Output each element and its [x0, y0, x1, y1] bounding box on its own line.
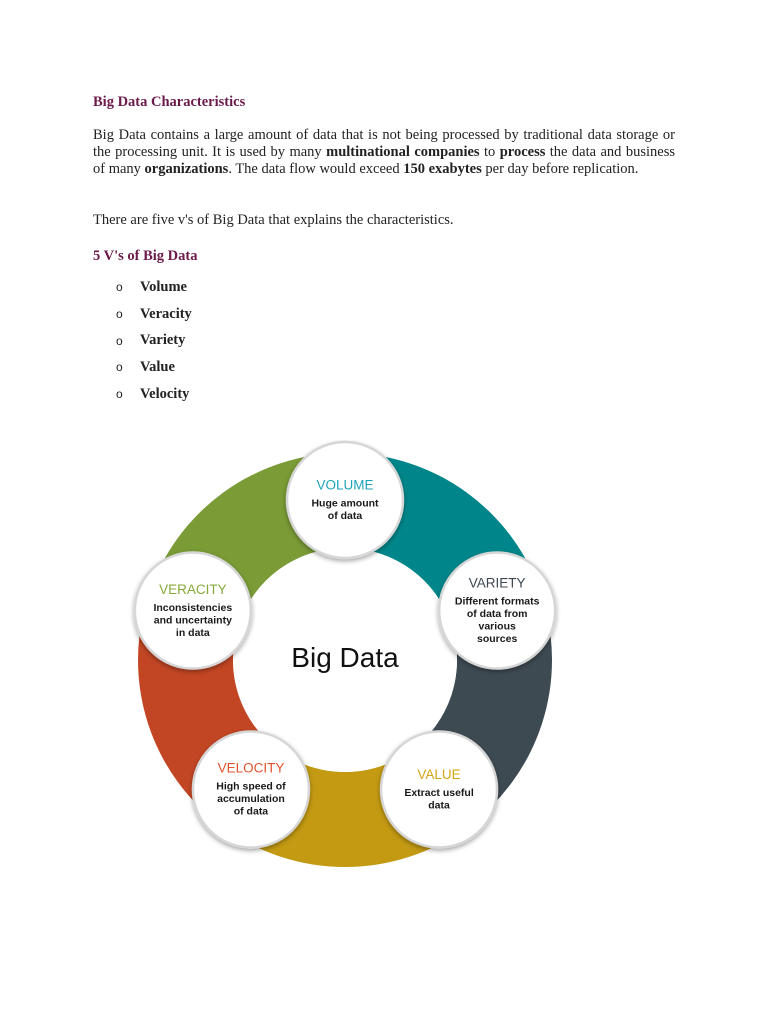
diagram-node-description: Different formats — [454, 595, 540, 608]
diagram-node-velocity — [193, 731, 309, 847]
diagram-node-volume — [287, 442, 403, 558]
diagram-node-title: VARIETY — [468, 575, 526, 591]
bullet-glyph: o — [116, 387, 123, 402]
summary-paragraph: There are five v's of Big Data that explains the characteristics. — [93, 212, 454, 228]
diagram-node-value — [381, 731, 497, 847]
list-item-label: Velocity — [140, 385, 190, 402]
diagram-node-description: various — [478, 620, 516, 633]
list-item-label: Variety — [140, 332, 186, 349]
list-item-label: Veracity — [140, 305, 192, 322]
intro-paragraph — [93, 127, 675, 178]
big-data-diagram — [0, 440, 768, 880]
list-item — [116, 354, 192, 381]
intro-bold-exabytes: 150 exabytes — [403, 161, 482, 177]
intro-bold-organizations: organizations — [144, 161, 229, 177]
section-heading: Big Data Characteristics — [93, 94, 246, 110]
diagram-node-description: sources — [477, 633, 518, 646]
intro-bold-multinational: multinational companies — [326, 144, 480, 160]
diagram-node-description: in data — [175, 626, 210, 639]
list-item — [116, 327, 192, 354]
diagram-node-variety — [439, 553, 555, 669]
intro-text: Big Data contains a large amount of data that is not being processed by traditional data storage or the processing unit. It is used by many — [93, 127, 675, 160]
intro-text: . The data flow would exceed — [228, 161, 404, 177]
diagram-node-description: Inconsistencies — [153, 601, 233, 614]
bullet-glyph: o — [116, 333, 123, 348]
v-list — [116, 274, 192, 407]
intro-text: to — [479, 144, 500, 160]
bullet-glyph: o — [116, 280, 123, 295]
list-item-label: Value — [140, 358, 175, 375]
subsection-heading: 5 V's of Big Data — [93, 248, 198, 264]
diagram-node-title: VERACITY — [159, 581, 227, 597]
intro-text: the data and business of many — [93, 144, 675, 177]
diagram-node-description: High speed of — [216, 780, 286, 793]
diagram-node-title: VALUE — [417, 766, 461, 782]
diagram-node-title: VELOCITY — [217, 760, 285, 776]
bullet-glyph: o — [116, 360, 123, 375]
list-item — [116, 301, 192, 328]
list-item — [116, 381, 192, 408]
diagram-node-title: VOLUME — [316, 477, 374, 493]
diagram-node-description: and uncertainty — [153, 614, 232, 627]
diagram-node-description: of data — [327, 510, 363, 522]
diagram-node-veracity — [135, 553, 251, 669]
diagram-node-description: Huge amount — [311, 497, 379, 510]
diagram-node-description: accumulation — [217, 793, 285, 806]
diagram-node-description: of data — [233, 805, 269, 818]
intro-bold-process: process — [499, 144, 546, 160]
diagram-node-description: of data from — [466, 608, 528, 621]
list-item-label: Volume — [140, 278, 187, 295]
diagram-node-description: data — [428, 799, 450, 812]
bullet-glyph: o — [116, 307, 123, 322]
list-item — [116, 274, 192, 301]
diagram-node-description: Extract useful — [404, 786, 474, 799]
intro-text: per day before replication. — [481, 161, 639, 177]
diagram-center-label: Big Data — [291, 642, 399, 673]
